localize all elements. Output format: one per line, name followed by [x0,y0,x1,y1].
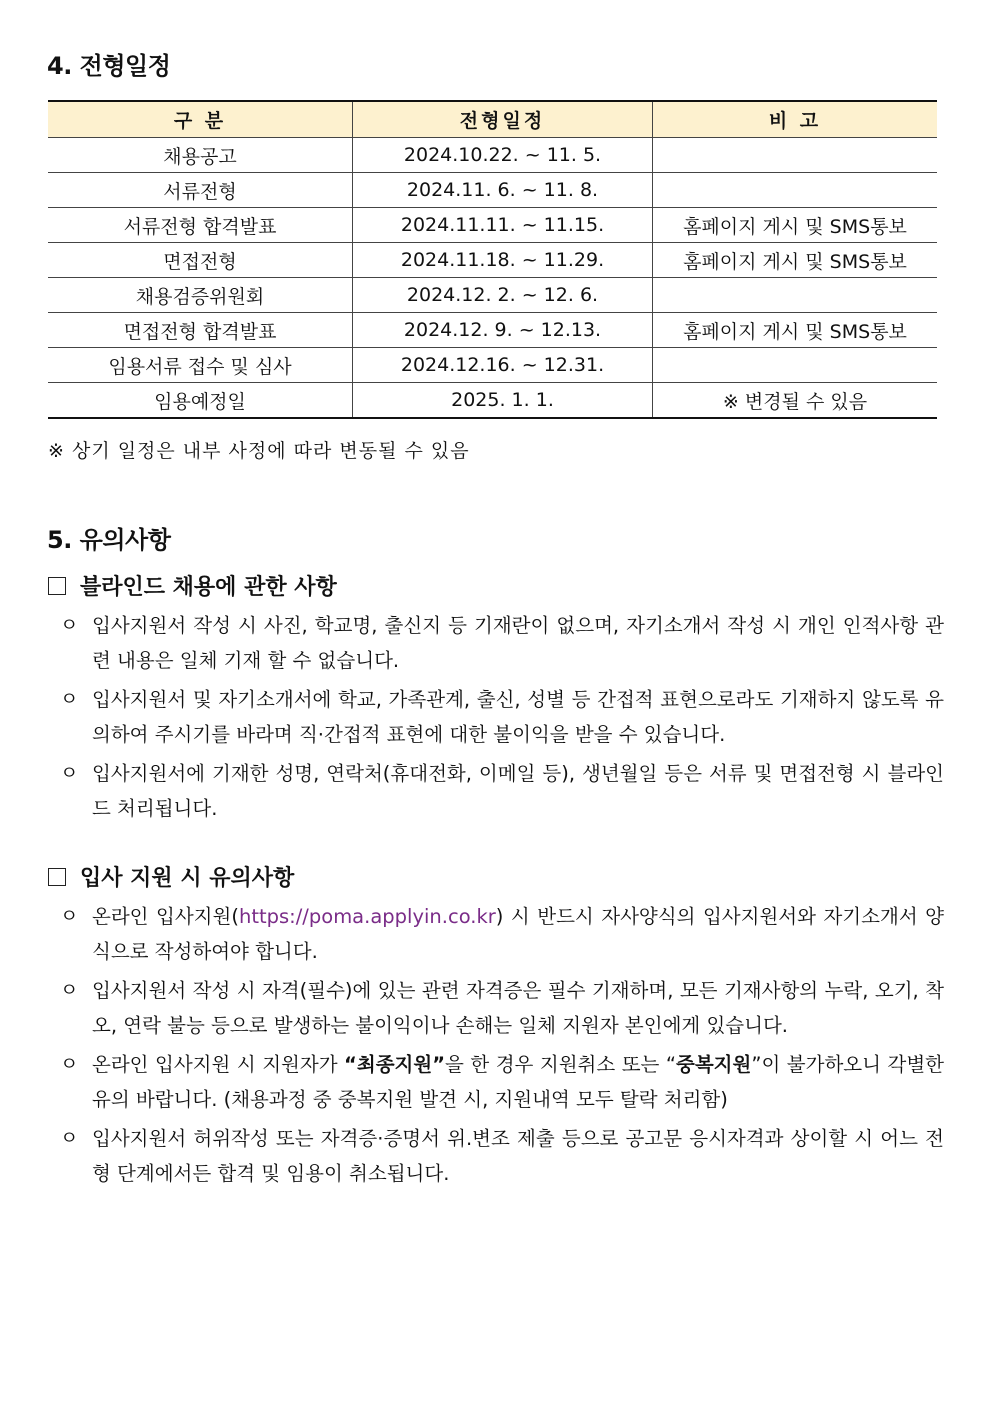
checkbox-square-icon [48,577,66,595]
item3-part3: ”이 불가하오니 각별한 유의 바랍니다. (채용과정 중 중복지원 발견 시, 지원내역 모두 탈락 처리함) [92,1053,944,1111]
cell-category: 임용예정일 [48,383,353,419]
bullet-circle-icon: ㅇ [60,905,79,927]
cell-remarks: 홈페이지 게시 및 SMS통보 [653,208,938,243]
subsection-blind-label: 블라인드 채용에 관한 사항 [80,575,337,600]
item3-bold-final: “최종지원” [344,1053,446,1076]
table-row [48,348,937,383]
cell-remarks [653,173,938,208]
list-item [60,608,944,678]
table-row [48,243,937,278]
section-4-title: 4. 전형일정 [47,52,171,80]
table-row [48,313,937,348]
table-header-row [48,101,937,138]
list-item-text: 입사지원서 작성 시 사진, 학교명, 출신지 등 기재란이 없으며, 자기소개서 작성 시 개인 인적사항 관련 내용은 일체 기재 할 수 없습니다. [92,614,944,672]
item3-part1: 온라인 입사지원 시 지원자가 [92,1053,345,1076]
list-item-text: 입사지원서에 기재한 성명, 연락처(휴대전화, 이메일 등), 생년월일 등은 서류 및 면접전형 시 블라인드 처리됩니다. [92,762,944,820]
list-item [60,1121,944,1191]
item3-part2: 을 한 경우 지원취소 또는 “ [445,1053,676,1076]
bullet-circle-icon: ㅇ [60,1127,79,1149]
item3-bold-duplicate: 중복지원 [676,1053,752,1076]
apply-site-link[interactable]: https://poma.applyin.co.kr [238,905,496,928]
cell-schedule: 2024.12. 2. ~ 12. 6. [353,278,653,313]
cell-category: 면접전형 [48,243,353,278]
list-item [60,682,944,752]
bullet-circle-icon: ㅇ [60,762,79,784]
list-item-text: 입사지원서 및 자기소개서에 학교, 가족관계, 출신, 성별 등 간접적 표현으로라도 기재하지 않도록 유의하여 주시기를 바라며 직·간접적 표현에 대한 불이익을 받을 수 있습니다. [92,688,944,746]
subsection-apply-label: 입사 지원 시 유의사항 [80,866,295,891]
cell-remarks [653,348,938,383]
cell-category: 면접전형 합격발표 [48,313,353,348]
cell-remarks [653,138,938,173]
table-row [48,208,937,243]
schedule-note: ※ 상기 일정은 내부 사정에 따라 변동될 수 있음 [48,440,470,462]
subsection-apply-heading [48,861,294,892]
subsection-blind-heading [48,570,337,601]
cell-schedule: 2024.11.11. ~ 11.15. [353,208,653,243]
section-5-title: 5. 유의사항 [47,526,171,554]
item1-before: 온라인 입사지원( [92,905,239,928]
cell-category: 채용검증위원회 [48,278,353,313]
cell-remarks: 홈페이지 게시 및 SMS통보 [653,243,938,278]
list-item-text: 입사지원서 허위작성 또는 자격증·증명서 위.변조 제출 등으로 공고문 응시자격과 상이할 시 어느 전형 단계에서든 합격 및 임용이 취소됩니다. [92,1127,944,1185]
list-item [60,973,944,1043]
list-item [60,756,944,826]
list-item [60,1047,944,1117]
cell-schedule: 2024.10.22. ~ 11. 5. [353,138,653,173]
cell-schedule: 2024.11. 6. ~ 11. 8. [353,173,653,208]
cell-category: 채용공고 [48,138,353,173]
cell-schedule: 2024.12. 9. ~ 12.13. [353,313,653,348]
apply-notice-list [60,899,944,1195]
bullet-circle-icon: ㅇ [60,688,79,710]
bullet-circle-icon: ㅇ [60,614,79,636]
checkbox-square-icon [48,868,66,886]
cell-remarks [653,278,938,313]
table-row [48,138,937,173]
header-remarks: 비 고 [653,101,938,138]
cell-schedule: 2024.12.16. ~ 12.31. [353,348,653,383]
cell-category: 서류전형 [48,173,353,208]
header-schedule: 전형일정 [353,101,653,138]
cell-schedule: 2025. 1. 1. [353,383,653,419]
cell-remarks: ※ 변경될 수 있음 [653,383,938,419]
list-item-text: 입사지원서 작성 시 자격(필수)에 있는 관련 자격증은 필수 기재하며, 모든 기재사항의 누락, 오기, 착오, 연락 불능 등으로 발생하는 불이익이나 손해는 일체 지원자 본인에게 있습니다. [92,979,944,1037]
blind-notice-list [60,608,944,830]
cell-schedule: 2024.11.18. ~ 11.29. [353,243,653,278]
item1-after: ) 시 반드시 자사양식의 입사지원서와 자기소개서 양식으로 작성하여야 합니다. [92,905,944,963]
cell-category: 서류전형 합격발표 [48,208,353,243]
table-row [48,278,937,313]
cell-remarks: 홈페이지 게시 및 SMS통보 [653,313,938,348]
schedule-table [48,100,937,419]
table-row [48,173,937,208]
table-row [48,383,937,419]
bullet-circle-icon: ㅇ [60,1053,79,1075]
header-category: 구 분 [48,101,353,138]
bullet-circle-icon: ㅇ [60,979,79,1001]
cell-category: 임용서류 접수 및 심사 [48,348,353,383]
list-item [60,899,944,969]
